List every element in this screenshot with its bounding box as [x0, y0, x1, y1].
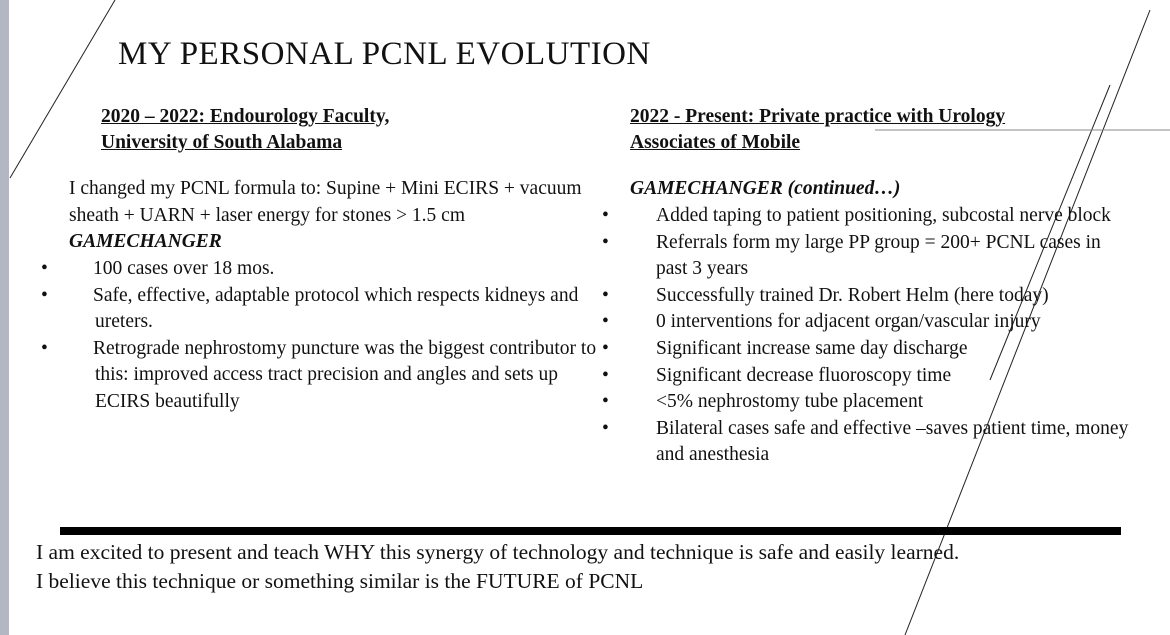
- left-heading-line2: University of South Alabama: [101, 132, 343, 153]
- bullet-icon: •: [602, 231, 609, 253]
- bullet-icon: •: [602, 391, 609, 413]
- list-item: [602, 363, 1136, 390]
- right-gamechanger-label: GAMECHANGER (continued…): [630, 178, 901, 199]
- bullet-icon: •: [41, 337, 48, 359]
- right-bullet-list: [602, 203, 1136, 469]
- list-item: [602, 416, 1136, 469]
- right-heading-line1: 2022 - Present: Private practice with Urology: [630, 106, 1006, 127]
- list-item-text: Referrals form my large PP group = 200+ PCNL cases in past 3 years: [656, 231, 1101, 280]
- bullet-icon: •: [602, 364, 609, 386]
- footer-line1: I am excited to present and teach WHY this synergy of technology and technique is safe and easily learned.: [36, 540, 960, 564]
- list-item: [602, 389, 1136, 416]
- list-item-text: Safe, effective, adaptable protocol which respects kidneys and ureters.: [93, 284, 579, 333]
- bullet-icon: •: [602, 311, 609, 333]
- bullet-icon: •: [602, 284, 609, 306]
- bullet-icon: •: [602, 337, 609, 359]
- list-item: [602, 336, 1136, 363]
- bullet-icon: •: [602, 205, 609, 226]
- left-column-heading: [101, 104, 461, 156]
- list-item: [41, 256, 610, 283]
- list-item-text: Added taping to patient positioning, subcostal nerve block: [656, 205, 1111, 226]
- right-column-heading: [630, 104, 1070, 156]
- left-gamechanger-label: GAMECHANGER: [69, 231, 222, 252]
- list-item-text: <5% nephrostomy tube placement: [656, 391, 924, 413]
- bullet-icon: •: [41, 258, 48, 279]
- list-item: [41, 336, 610, 416]
- list-item-text: 100 cases over 18 mos.: [93, 258, 275, 279]
- left-heading-line1: 2020 – 2022: Endourology Faculty,: [101, 106, 390, 127]
- list-item: [602, 283, 1136, 310]
- list-item-text: Bilateral cases safe and effective –saves patient time, money and anesthesia: [656, 417, 1129, 466]
- bullet-icon: •: [602, 417, 609, 439]
- section-divider: [60, 527, 1121, 535]
- right-heading-line2: Associates of Mobile: [630, 132, 801, 153]
- list-item-text: Retrograde nephrostomy puncture was the biggest contributor to this: improved access tract precision and angles and sets up ECIRS beautifully: [93, 337, 597, 412]
- list-item: [602, 309, 1136, 336]
- left-bullet-list: [41, 256, 610, 416]
- bullet-icon: •: [41, 284, 48, 306]
- list-item-text: 0 interventions for adjacent organ/vascular injury: [656, 311, 1041, 333]
- list-item: [602, 203, 1136, 230]
- footer-line2: I believe this technique or something similar is the FUTURE of PCNL: [36, 569, 644, 593]
- list-item: [41, 283, 610, 336]
- left-intro-text: I changed my PCNL formula to: Supine + Mini ECIRS + vacuum sheath + UARN + laser energy for stones > 1.5 cm: [69, 178, 582, 226]
- list-item-text: Significant decrease fluoroscopy time: [656, 364, 952, 386]
- list-item-text: Significant increase same day discharge: [656, 337, 968, 359]
- list-item-text: Successfully trained Dr. Robert Helm (here today): [656, 284, 1049, 306]
- footer-statement: [36, 538, 959, 596]
- slide-title: MY PERSONAL PCNL EVOLUTION: [118, 36, 651, 72]
- decor-line-top-left: [10, 0, 115, 178]
- list-item: [602, 230, 1136, 283]
